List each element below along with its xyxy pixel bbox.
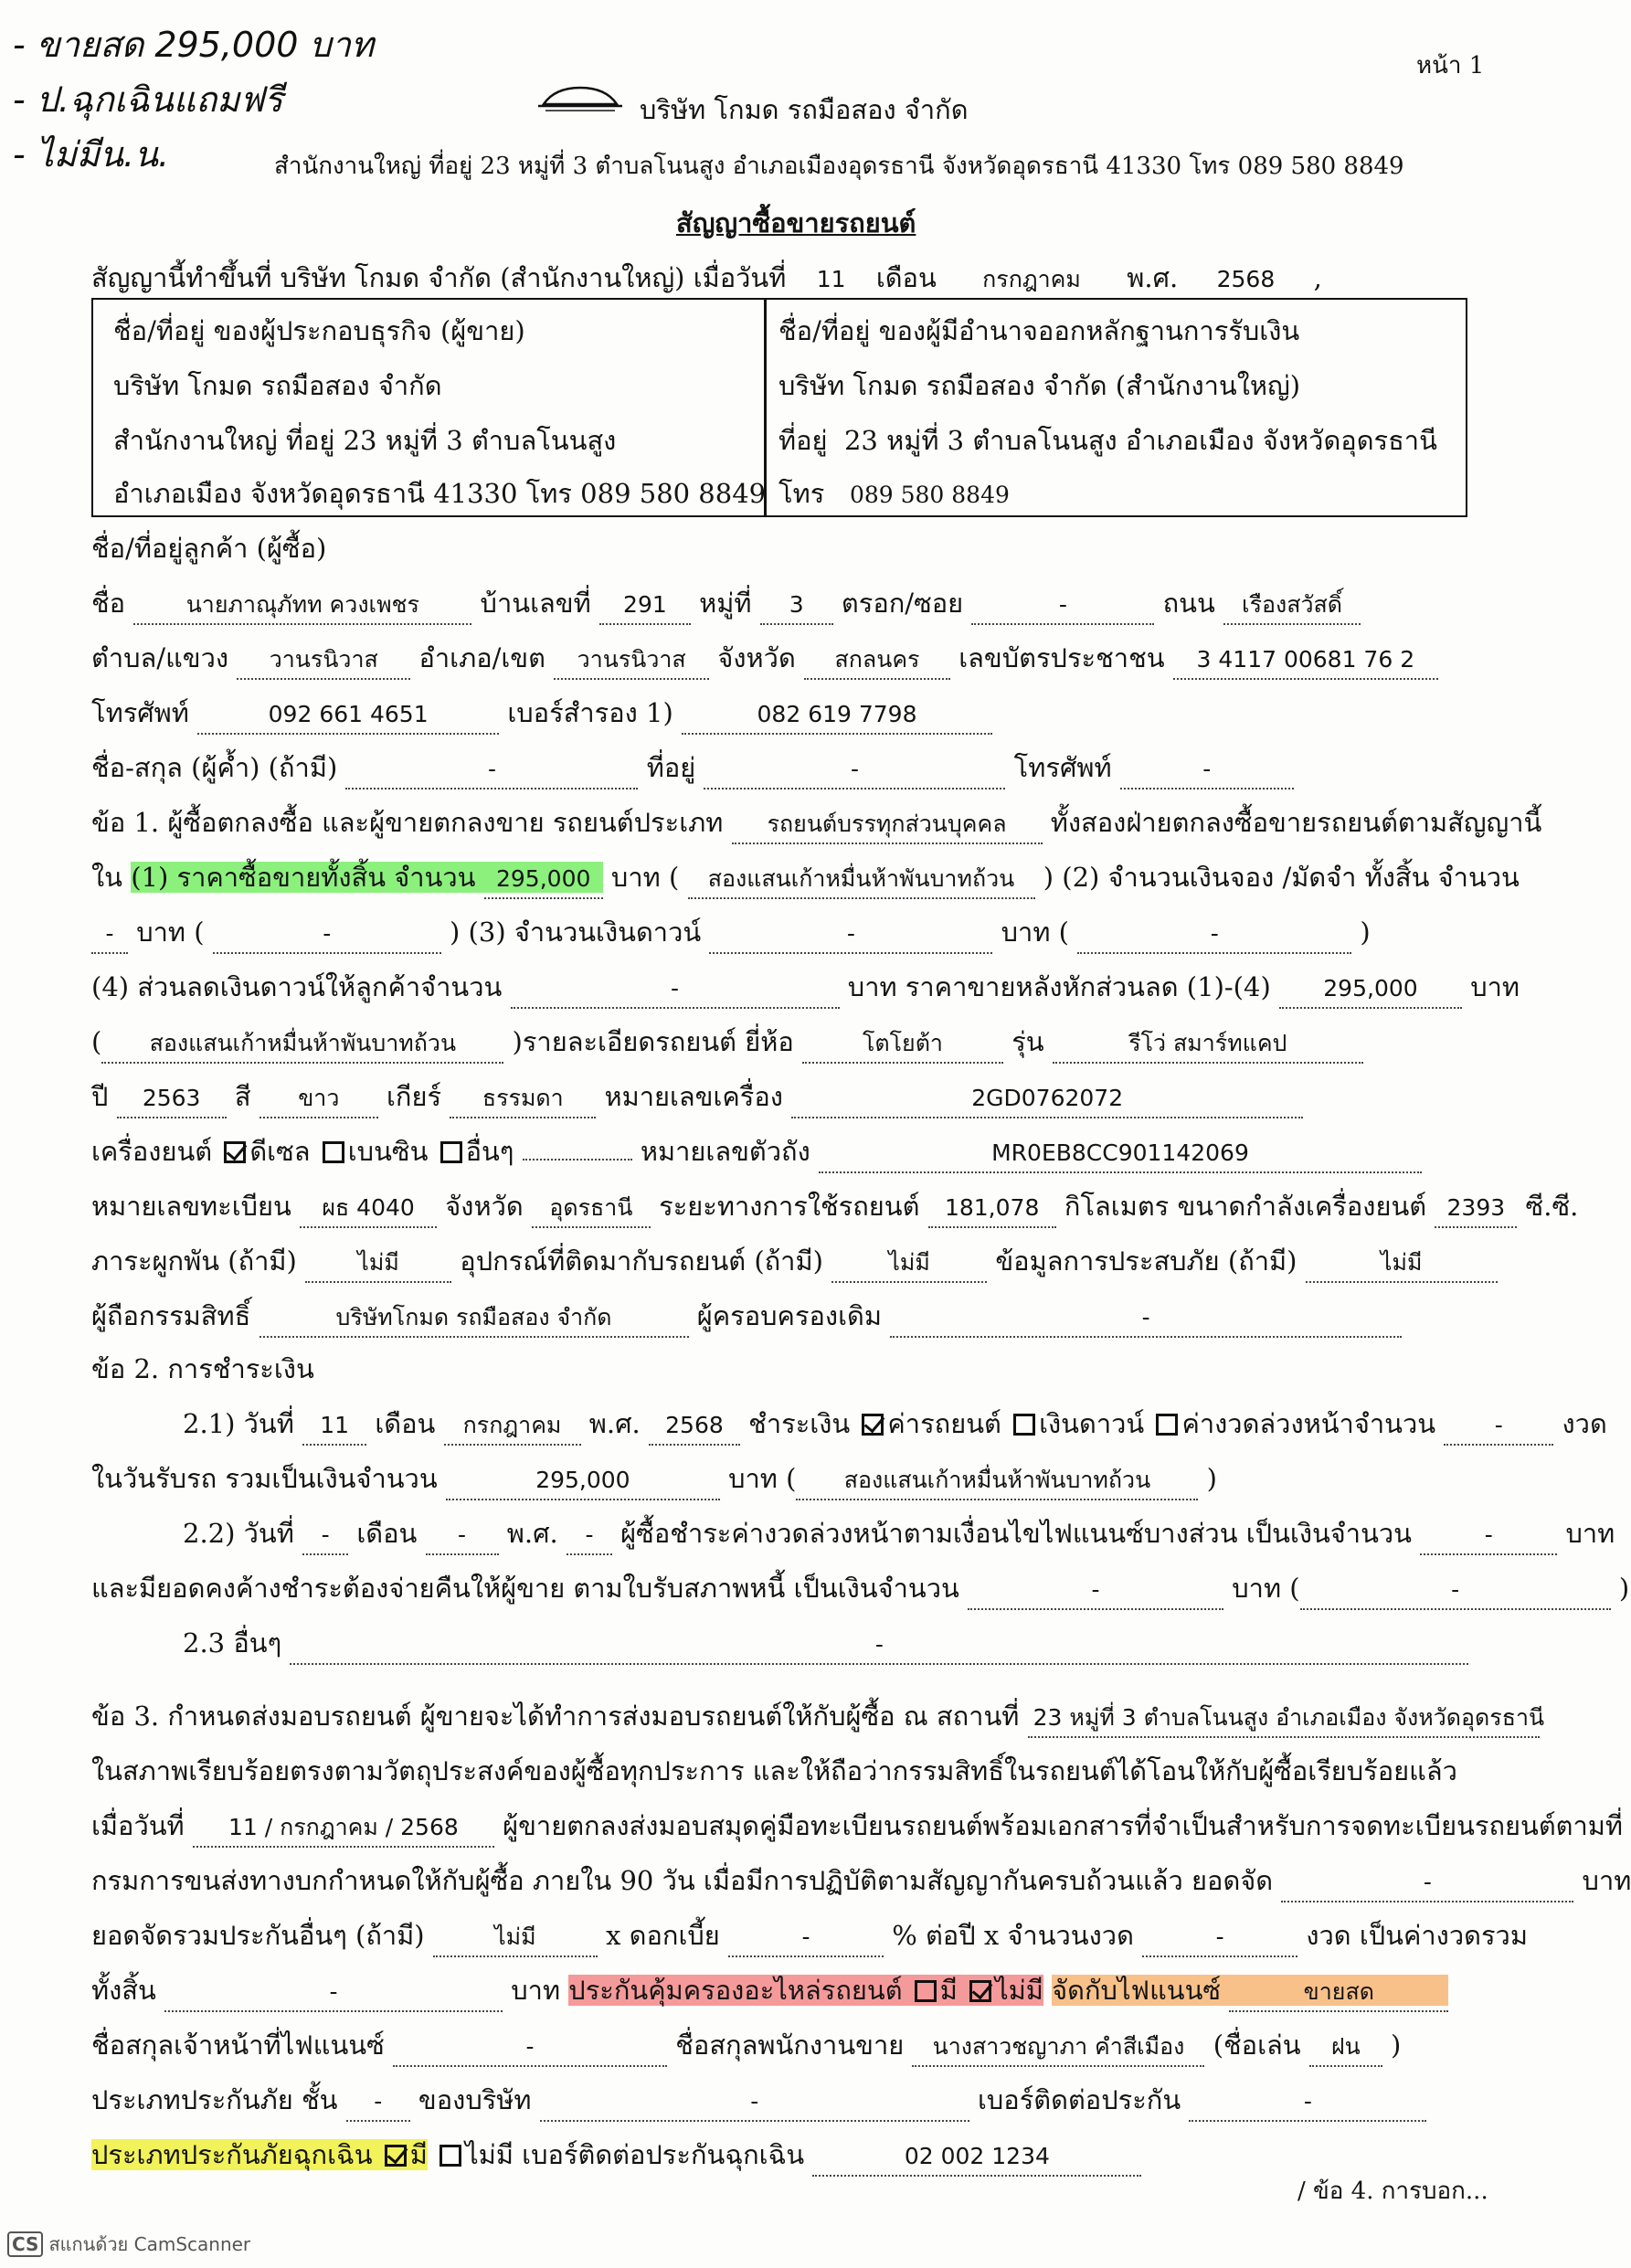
clause1-line-3: - บาท ( - ) (3) จำนวนเงินดาวน์ - บาท ( - ) xyxy=(91,914,1371,954)
buyer-province: สกลนคร xyxy=(804,641,950,680)
debt-amount: - xyxy=(968,1572,1223,1610)
previous-possessor: - xyxy=(890,1299,1402,1338)
benzin-checkbox[interactable] xyxy=(323,1141,344,1163)
owner: บริษัทโกมด รถมือสอง จำกัด xyxy=(259,1299,689,1338)
salesperson-nickname: ฝน xyxy=(1309,2029,1382,2067)
camscanner-icon: CS xyxy=(7,2231,43,2257)
mileage: 181,078 xyxy=(928,1190,1056,1228)
buyer-id: 3 4117 00681 76 2 xyxy=(1173,641,1438,680)
buyer-line-3: โทรศัพท์ 092 661 4651 เบอร์สำรอง 1) 082 619 7798 xyxy=(91,694,992,735)
intro-line: สัญญานี้ทำขึ้นที่ บริษัท โกมด จำกัด (สำนักงานใหญ่) เมื่อวันที่ 11 เดือน กรกฎาคม พ.ศ. 2568 , xyxy=(91,260,1322,300)
parts-insurance-no-checkbox[interactable] xyxy=(969,1980,991,2002)
delivery-date: 11 / กรกฎาคม / 2568 xyxy=(193,1809,494,1848)
contract-year: 2568 xyxy=(1186,261,1305,300)
clause3-line-2: ในสภาพเรียบร้อยตรงตามวัตถุประสงค์ของผู้ซื้อทุกประการ และให้ถือว่ากรรมสิทธิ์ในรถยนต์ได้โอนให้กับผู้ซื้อเรียบร้อยแล้ว xyxy=(91,1755,1457,1786)
clause3-line-9: ประเภทประกันภัยฉุกเฉิน มี ไม่มี เบอร์ติดต่อประกันฉุกเฉิน 02 002 1234 xyxy=(91,2136,1141,2177)
receipt-tel: โทร 089 580 8849 xyxy=(778,478,1010,509)
clause1-line-8: หมายเลขทะเบียน ผธ 4040 จังหวัด อุดรธานี ระยะทางการใช้รถยนต์ 181,078 กิโลเมตร ขนาดกำลังเครื่องยนต์ 2393 ซี.ซี. xyxy=(91,1188,1578,1228)
car-brand: โตโยต้า xyxy=(802,1025,1003,1064)
seller-company: บริษัท โกมด รถมือสอง จำกัด xyxy=(113,370,442,401)
price-label: (1) ราคาซื้อขายทั้งสิ้น จำนวน xyxy=(131,862,476,893)
clause2-line-2: ในวันรับรถ รวมเป็นเงินจำนวน 295,000 บาท ( สองแสนเก้าหมื่นห้าพันบาทถ้วน ) xyxy=(91,1460,1217,1500)
finance-amount: - xyxy=(1281,1864,1573,1902)
clause2-line-5: 2.3 อื่นๆ - xyxy=(183,1625,1468,1665)
clause1-line-2: ใน (1) ราคาซื้อขายทั้งสิ้น จำนวน 295,000 บาท ( สองแสนเก้าหมื่นห้าพันบาทถ้วน ) (2) จำนวนเงินจอง /มัดจำ ทั้งสิ้น จำนวน xyxy=(91,859,1520,899)
clause1-line-6: ปี 2563 สี ขาว เกียร์ ธรรมดา หมายเลขเครื่อง 2GD0762072 xyxy=(91,1078,1303,1118)
clause2-line-3: 2.2) วันที่ - เดือน - พ.ศ. - ผู้ซื้อชำระค่างวดล่วงหน้าตามเงื่อนไขไฟแนนซ์บางส่วน เป็นเงินจำนวน - บาท xyxy=(183,1515,1615,1555)
clause1-line-5: ( สองแสนเก้าหมื่นห้าพันบาทถ้วน )รายละเอียดรถยนต์ ยี่ห้อ โตโยต้า รุ่น รีโว่ สมาร์ทแคป xyxy=(91,1023,1363,1064)
clause3-line-3: เมื่อวันที่ 11 / กรกฎาคม / 2568 ผู้ขายตกลงส่งมอบสมุดคู่มือทะเบียนรถยนต์พร้อมเอกสารที่จำเป็นสำหรับการจดทะเบียนรถยนต์ตามที่ xyxy=(91,1807,1623,1848)
company-name: บริษัท โกมด รถมือสอง จำกัด xyxy=(640,94,969,125)
car-model: รีโว่ สมาร์ทแคป xyxy=(1053,1025,1363,1064)
engine-number: 2GD0762072 xyxy=(791,1080,1303,1118)
car-price-checkbox[interactable] xyxy=(862,1414,884,1436)
car-color: ขาว xyxy=(259,1080,378,1118)
clause3-line-5: ยอดจัดรวมประกันอื่นๆ (ถ้ามี) ไม่มี x ดอกเบี้ย - % ต่อปี x จำนวนงวด - งวด เป็นค่างวดรวม xyxy=(91,1917,1528,1957)
buyer-phone2: 082 619 7798 xyxy=(682,696,992,735)
down-amount: - xyxy=(709,916,992,954)
seller-title: ชื่อ/ที่อยู่ ของผู้ประกอบธุรกิจ (ผู้ขาย) xyxy=(113,315,525,346)
buyer-phone: 092 661 4651 xyxy=(197,696,499,735)
p2-day: - xyxy=(302,1517,348,1555)
insurance-amount: ไม่มี xyxy=(433,1919,598,1957)
p2-year: - xyxy=(567,1517,612,1555)
buyer-section-title: ชื่อ/ที่อยู่ลูกค้า (ผู้ซื้อ) xyxy=(91,533,327,564)
pay-day: 11 xyxy=(302,1407,366,1446)
receipt-title: ชื่อ/ที่อยู่ ของผู้มีอำนาจออกหลักฐานการรับเงิน xyxy=(778,315,1300,346)
handwritten-note-2: - ป.ฉุกเฉินแถมฟรี xyxy=(13,79,283,120)
clause3-line-1: ข้อ 3. กำหนดส่งมอบรถยนต์ ผู้ขายจะได้ทำการส่งมอบรถยนต์ให้กับผู้ซื้อ ณ สถานที่ 23 หมู่ที่ 3 ตำบลโนนสูง อำเภอเมือง จังหวัดอุดรธานี xyxy=(91,1698,1540,1738)
clause1-line-7: เครื่องยนต์ ดีเซล เบนซิน อื่นๆ หมายเลขตัวถัง MR0EB8CC901142069 xyxy=(91,1133,1422,1173)
page-number: หน้า 1 xyxy=(1416,52,1485,79)
scanner-watermark: CS สแกนด้วย CamScanner xyxy=(7,2230,250,2259)
guarantor-line: ชื่อ-สกุล (ผู้ค้ำ) (ถ้ามี) - ที่อยู่ - โทรศัพท์ - xyxy=(91,749,1294,790)
equipment: ไม่มี xyxy=(831,1245,987,1283)
plate-province: อุดรธานี xyxy=(532,1190,651,1228)
guarantor-name: - xyxy=(345,751,638,790)
clause3-line-6: ทั้งสิ้น - บาท ประกันคุ้มครองอะไหล่รถยนต์ มี ไม่มี จัดกับไฟแนนซ์ ขายสด xyxy=(91,1972,1448,2012)
clause3-line-7: ชื่อสกุลเจ้าหน้าที่ไฟแนนซ์ - ชื่อสกุลพนักงานขาย นางสาวชญาภา คำสีเมือง (ชื่อเล่น ฝน ) xyxy=(91,2027,1401,2067)
clause1-line-4: (4) ส่วนลดเงินดาวน์ให้ลูกค้าจำนวน - บาท ราคาขายหลังหักส่วนลด (1)-(4) 295,000 บาท xyxy=(91,969,1520,1009)
pay-year: 2568 xyxy=(649,1407,740,1446)
interest-rate: - xyxy=(728,1919,884,1957)
engine-cc: 2393 xyxy=(1435,1190,1517,1228)
plate-number: ผธ 4040 xyxy=(300,1190,437,1228)
company-logo-icon xyxy=(535,82,626,115)
discount-amount: - xyxy=(511,970,840,1009)
clause2-line-1: 2.1) วันที่ 11 เดือน กรกฎาคม พ.ศ. 2568 ชำระเงิน ค่ารถยนต์ เงินดาวน์ ค่างวดล่วงหน้าจำนวน - งวด xyxy=(183,1405,1607,1446)
diesel-checkbox[interactable] xyxy=(224,1141,246,1163)
buyer-line-2: ตำบล/แขวง วานรนิวาส อำเภอ/เขต วานรนิวาส จังหวัด สกลนคร เลขบัตรประชาชน 3 4117 00681 76 2 xyxy=(91,640,1438,680)
price-words: สองแสนเก้าหมื่นห้าพันบาทถ้วน xyxy=(688,861,1035,899)
guarantor-phone: - xyxy=(1120,751,1294,790)
guarantor-address: - xyxy=(704,751,1005,790)
insurance-class: - xyxy=(346,2083,410,2122)
deposit-words: - xyxy=(213,916,441,954)
clause1-line-1: ข้อ 1. ผู้ซื้อตกลงซื้อ และผู้ขายตกลงขาย รถยนต์ประเภท รถยนต์บรรทุกส่วนบุคคล ทั้งสองฝ่ายตกลงซื้อขายรถยนต์ตามสัญญานี้ xyxy=(91,804,1541,844)
clause2-line-4: และมียอดคงค้างชำระต้องจ่ายคืนให้ผู้ขาย ตามใบรับสภาพหนี้ เป็นเงินจำนวน - บาท ( - ) xyxy=(91,1570,1629,1610)
deposit-amount: - xyxy=(91,916,128,954)
document-title: สัญญาซื้อขายรถยนต์ xyxy=(676,207,916,238)
handwritten-note-1: - ขายสด 295,000 บาท xyxy=(13,25,375,65)
contract-day: 11 xyxy=(795,261,868,300)
emergency-contact: 02 002 1234 xyxy=(812,2138,1141,2177)
contract-month: กรกฎาคม xyxy=(945,261,1118,300)
clause3-line-4: กรมการขนส่งทางบกกำหนดให้กับผู้ซื้อ ภายใน 90 วัน เมื่อมีการปฏิบัติตามสัญญากันครบถ้วนแล้ว ยอดจัด - บาท xyxy=(91,1862,1631,1902)
other-payment: - xyxy=(290,1627,1468,1665)
finance-company-label: จัดกับไฟแนนซ์ xyxy=(1052,1975,1222,2006)
handwritten-note-3: - ไม่มีน.น. xyxy=(13,134,170,175)
total-installment: - xyxy=(164,1974,503,2012)
buyer-district: วานรนิวาส xyxy=(554,641,709,680)
buyer-house: 291 xyxy=(599,587,691,625)
accident-info: ไม่มี xyxy=(1306,1245,1498,1283)
other-engine-checkbox[interactable] xyxy=(440,1141,462,1163)
buyer-soi: - xyxy=(971,587,1154,625)
buyer-road: เรืองสวัสดิ์ xyxy=(1223,587,1361,625)
buyer-moo: 3 xyxy=(760,587,833,625)
after-discount-words: สองแสนเก้าหมื่นห้าพันบาทถ้วน xyxy=(101,1025,503,1064)
down-payment-checkbox[interactable] xyxy=(1013,1414,1035,1436)
parts-insurance-yes-checkbox[interactable] xyxy=(915,1980,937,2002)
clause3-line-8: ประเภทประกันภัย ชั้น - ของบริษัท - เบอร์ติดต่อประกัน - xyxy=(91,2082,1426,2122)
car-year: 2563 xyxy=(117,1080,227,1118)
p2-month: - xyxy=(426,1517,499,1555)
emergency-insurance-label: ประเภทประกันภัยฉุกเฉิน xyxy=(91,2139,373,2170)
down-words: - xyxy=(1077,916,1351,954)
salesperson: นางสาวชญาภา คำสีเมือง xyxy=(912,2029,1204,2067)
chassis-number: MR0EB8CC901142069 xyxy=(819,1135,1422,1173)
receipt-company: บริษัท โกมด รถมือสอง จำกัด (สำนักงานใหญ่) xyxy=(778,370,1301,401)
burden: ไม่มี xyxy=(305,1245,451,1283)
parts-insurance-label: ประกันคุ้มครองอะไหล่รถยนต์ xyxy=(568,1975,903,2006)
clause1-line-10: ผู้ถือกรรมสิทธิ์ บริษัทโกมด รถมือสอง จำกัด ผู้ครอบครองเดิม - xyxy=(91,1298,1402,1338)
finance-officer: - xyxy=(393,2029,667,2067)
insurance-company: - xyxy=(540,2083,969,2122)
receipt-address: ที่อยู่ 23 หมู่ที่ 3 ตำบลโนนสูง อำเภอเมือง จังหวัดอุดรธานี xyxy=(778,425,1437,456)
car-gear: ธรรมดา xyxy=(450,1080,596,1118)
seller-address-1: สำนักงานใหญ่ ที่อยู่ 23 หมู่ที่ 3 ตำบลโนนสูง xyxy=(113,425,617,456)
receive-amount: 295,000 xyxy=(446,1462,720,1500)
emergency-insurance-no-checkbox[interactable] xyxy=(440,2145,461,2167)
pay-month: กรกฎาคม xyxy=(444,1407,581,1446)
delivery-place: 23 หมู่ที่ 3 ตำบลโนนสูง อำเภอเมือง จังหวัดอุดรธานี xyxy=(1028,1700,1540,1738)
office-address: สำนักงานใหญ่ ที่อยู่ 23 หมู่ที่ 3 ตำบลโนนสูง อำเภอเมืองอุดรธานี จังหวัดอุดรธานี 41330 โทร 089 580 8849 xyxy=(274,153,1404,180)
period-count: - xyxy=(1142,1919,1297,1957)
buyer-name: นายภาณุภัทท ควงเพชร xyxy=(133,587,471,625)
seller-address-2: อำเภอเมือง จังหวัดอุดรธานี 41330 โทร 089 580 8849 xyxy=(113,478,767,509)
p2-amount: - xyxy=(1420,1517,1557,1555)
after-discount: 295,000 xyxy=(1279,970,1462,1009)
buyer-line-1: ชื่อ นายภาณุภัทท ควงเพชร บ้านเลขที่ 291 หมู่ที่ 3 ตรอก/ซอย - ถนน เรืองสวัสดิ์ xyxy=(91,585,1361,625)
receive-words: สองแสนเก้าหมื่นห้าพันบาทถ้วน xyxy=(796,1462,1198,1500)
clause2-title: ข้อ 2. การชำระเงิน xyxy=(91,1353,314,1384)
installment-checkbox[interactable] xyxy=(1156,1414,1178,1436)
continue-note: / ข้อ 4. การบอก... xyxy=(1297,2178,1488,2205)
car-type: รถยนต์บรรทุกส่วนบุคคล xyxy=(732,806,1043,844)
insurance-contact: - xyxy=(1189,2083,1426,2122)
price-amount: 295,000 xyxy=(484,861,603,899)
finance-company: ขายสด xyxy=(1229,1974,1448,2012)
debt-words: - xyxy=(1300,1572,1611,1610)
clause1-line-9: ภาระผูกพัน (ถ้ามี) ไม่มี อุปกรณ์ที่ติดมากับรถยนต์ (ถ้ามี) ไม่มี ข้อมูลการประสบภัย (ถ้ามี) ไม่มี xyxy=(91,1243,1498,1283)
installment-count: - xyxy=(1444,1407,1553,1446)
buyer-subdistrict: วานรนิวาส xyxy=(237,641,410,680)
emergency-insurance-yes-checkbox[interactable] xyxy=(385,2145,407,2167)
